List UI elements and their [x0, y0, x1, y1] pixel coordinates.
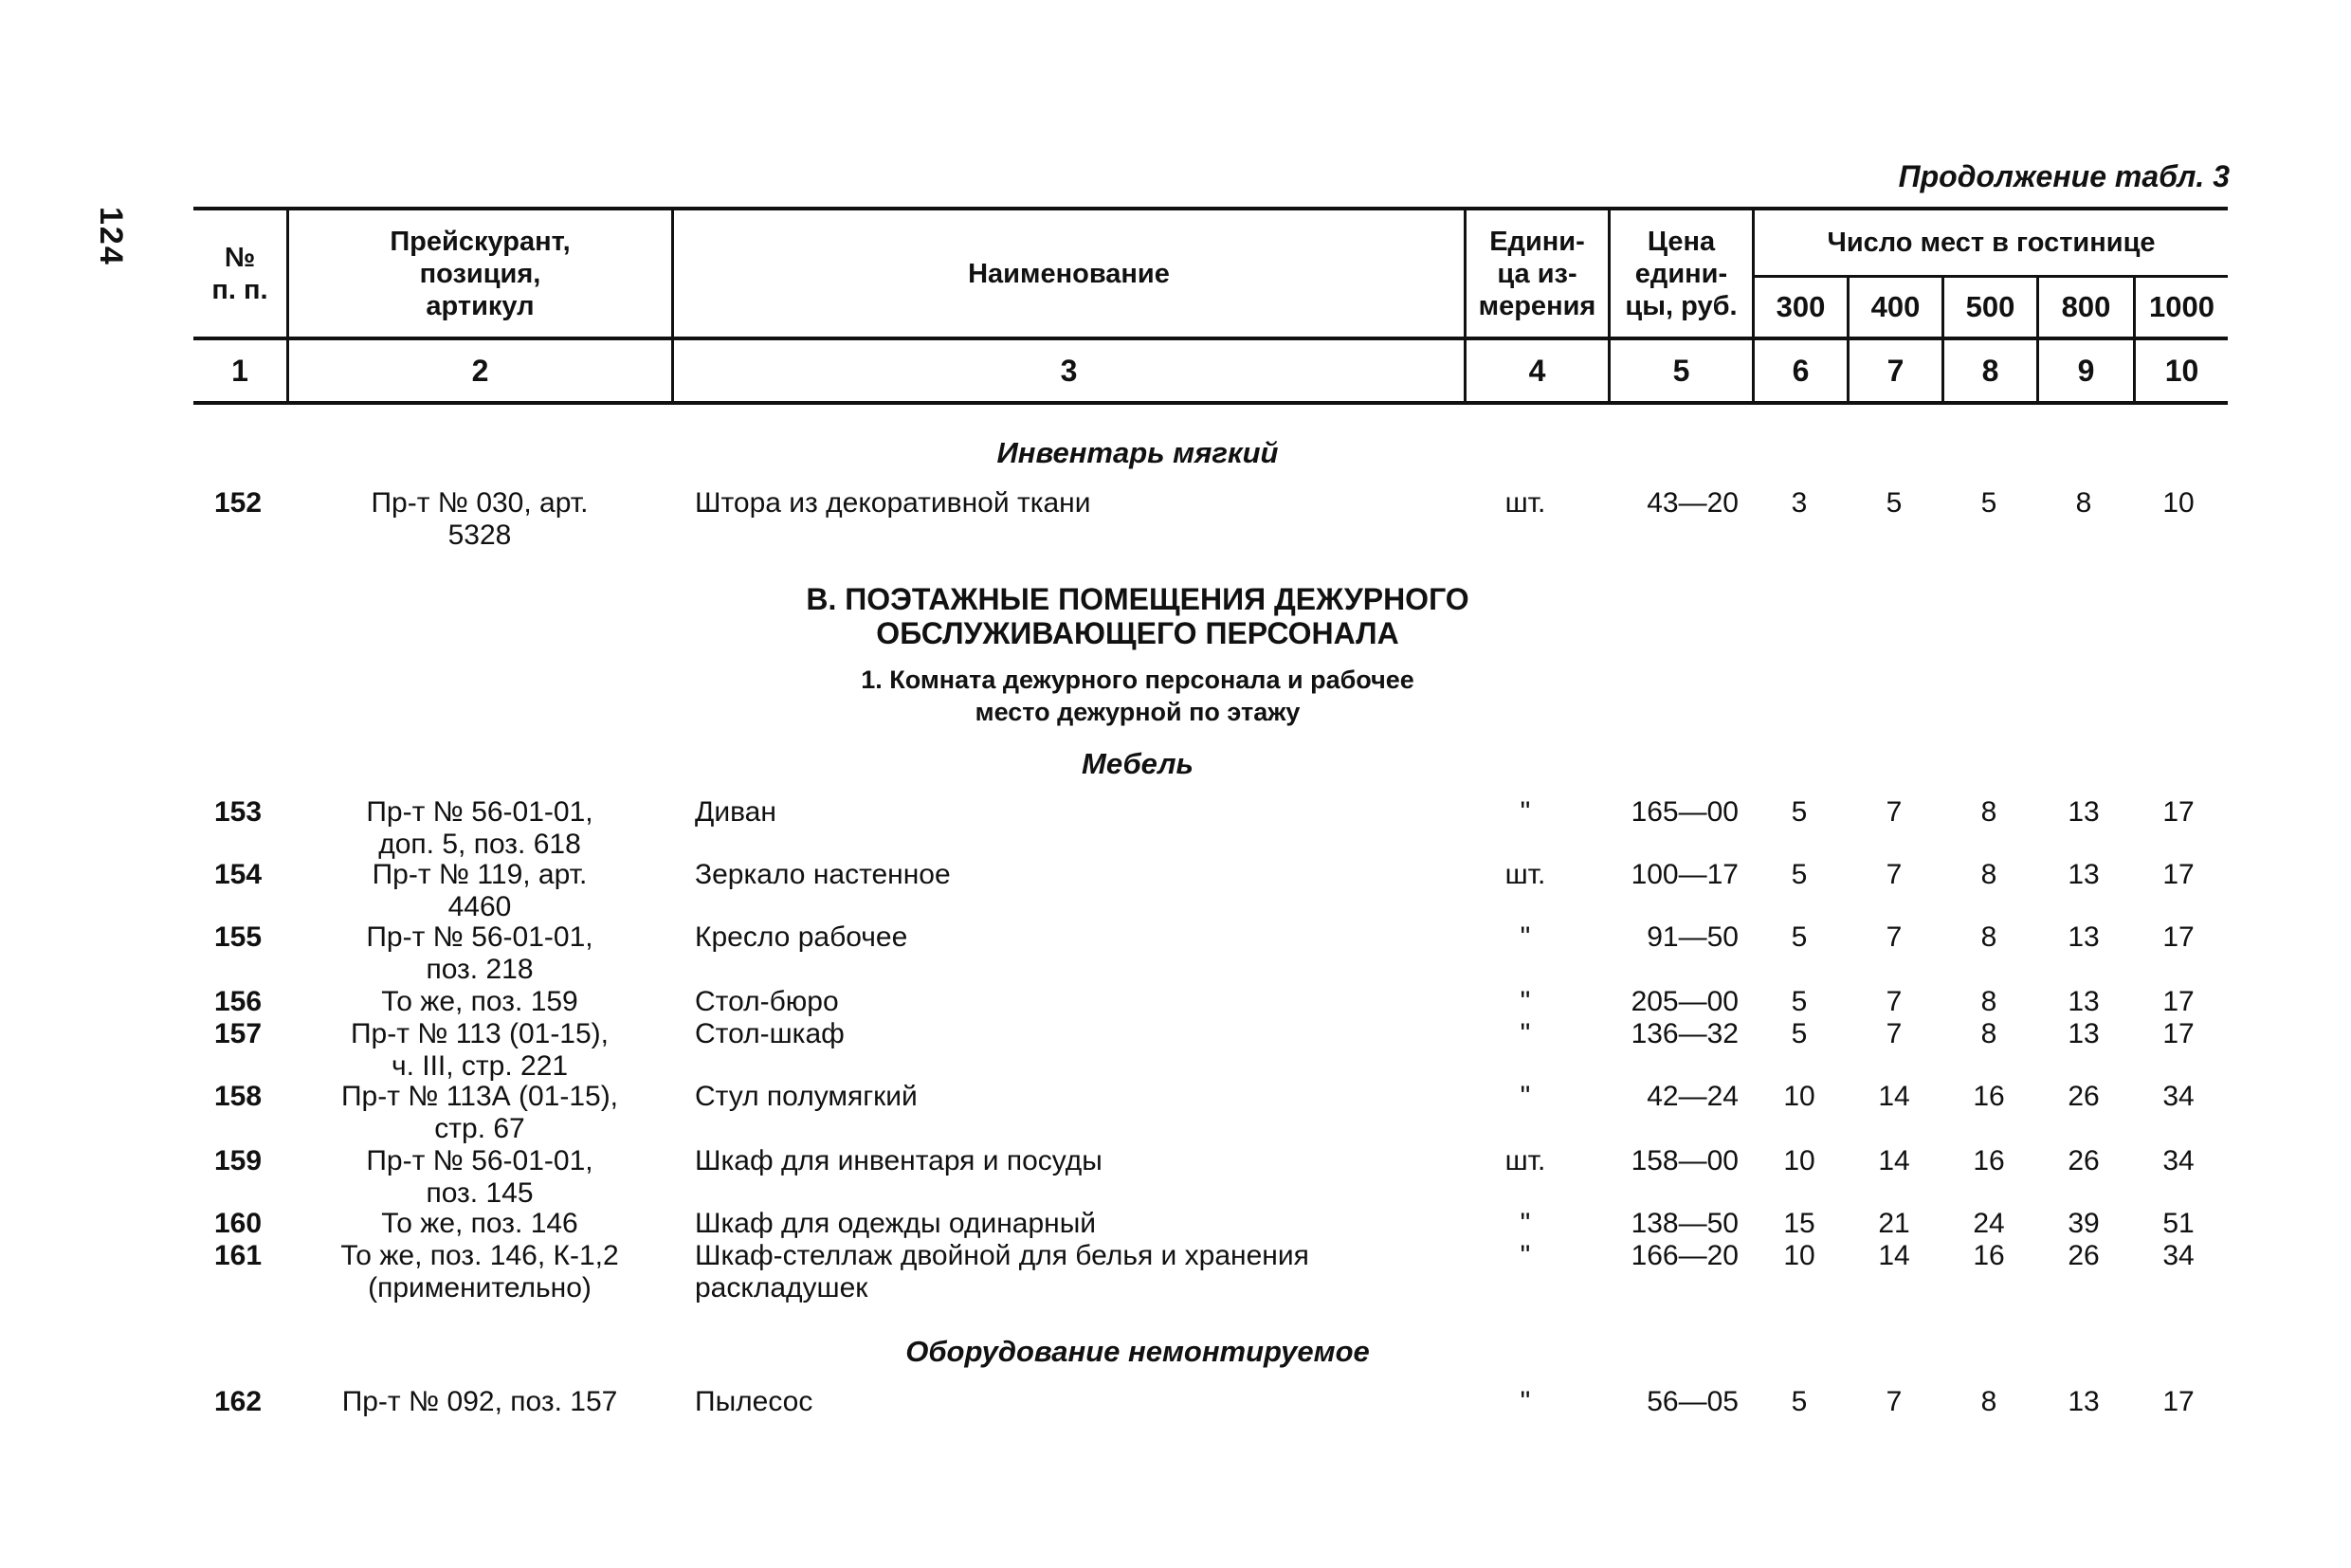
- row-price-list: Пр-т № 56-01-01, поз. 218: [366, 921, 593, 985]
- row-unit-price: 100—17: [1631, 859, 1739, 890]
- row-unit: ": [1520, 796, 1531, 828]
- row-quantity-500: 16: [1973, 1081, 2005, 1112]
- header-places: Число мест в гостинице: [1827, 228, 2156, 258]
- row-number: 157: [213, 1018, 263, 1049]
- row-quantity-1000: 17: [2162, 1018, 2195, 1049]
- header-places-300: 300: [1776, 290, 1826, 323]
- table-continuation-label: Продолжение табл. 3: [1898, 159, 2230, 193]
- row-name: Стол-бюро: [695, 986, 839, 1017]
- row-quantity-500: 5: [1980, 487, 1997, 519]
- row-quantity-800: 26: [2068, 1081, 2100, 1112]
- row-quantity-500: 16: [1973, 1145, 2005, 1176]
- row-name: Стул полумягкий: [695, 1081, 918, 1112]
- row-quantity-1000: 17: [2162, 986, 2195, 1017]
- row-number: 156: [213, 986, 263, 1017]
- row-quantity-300: 5: [1791, 1018, 1808, 1049]
- row-price-list: Пр-т № 56-01-01, доп. 5, поз. 618: [366, 796, 593, 860]
- row-unit: ": [1520, 1081, 1531, 1112]
- header-name: Наименование: [968, 258, 1170, 289]
- header-number: № п. п.: [211, 242, 268, 305]
- row-quantity-400: 7: [1886, 1018, 1903, 1049]
- row-quantity-800: 8: [2075, 487, 2092, 519]
- row-quantity-400: 7: [1886, 986, 1903, 1017]
- row-number: 158: [213, 1081, 263, 1112]
- subsection-heading-1: 1. Комната дежурного персонала и рабочее место дежурной по этажу: [861, 665, 1414, 726]
- row-quantity-1000: 34: [2162, 1240, 2195, 1271]
- row-number: 154: [213, 859, 263, 890]
- row-quantity-300: 10: [1783, 1081, 1815, 1112]
- row-name: Стол-шкаф: [695, 1018, 845, 1049]
- row-quantity-1000: 34: [2162, 1081, 2195, 1112]
- row-quantity-500: 24: [1973, 1208, 2005, 1239]
- row-unit: шт.: [1504, 859, 1546, 890]
- row-quantity-1000: 17: [2162, 796, 2195, 828]
- row-quantity-500: 16: [1973, 1240, 2005, 1271]
- row-unit-price: 136—32: [1631, 1018, 1739, 1049]
- row-quantity-500: 8: [1980, 921, 1997, 953]
- row-quantity-800: 13: [2068, 921, 2100, 953]
- row-quantity-400: 7: [1886, 859, 1903, 890]
- row-quantity-400: 21: [1878, 1208, 1910, 1239]
- header-places-800: 800: [2061, 290, 2111, 323]
- row-number: 160: [213, 1208, 263, 1239]
- page-number: 124: [93, 207, 129, 266]
- row-unit: ": [1520, 1208, 1531, 1239]
- column-number: 2: [471, 353, 489, 388]
- row-unit-price: 158—00: [1631, 1145, 1739, 1176]
- column-number: 3: [1060, 353, 1078, 388]
- row-name: Штора из декоративной ткани: [695, 487, 1091, 519]
- row-unit-price: 56—05: [1647, 1386, 1739, 1417]
- row-quantity-800: 39: [2068, 1208, 2100, 1239]
- row-name: Шкаф для инвентаря и посуды: [695, 1145, 1103, 1176]
- row-unit: шт.: [1504, 487, 1546, 519]
- row-number: 153: [213, 796, 263, 828]
- row-quantity-300: 10: [1783, 1145, 1815, 1176]
- column-number: 8: [1981, 353, 1999, 388]
- row-unit: шт.: [1504, 1145, 1546, 1176]
- header-price-list: Прейскурант, позиция, артикул: [390, 226, 571, 321]
- header-bottom-rule: [193, 401, 2228, 405]
- header-places-1000: 1000: [2149, 290, 2214, 323]
- row-quantity-300: 5: [1791, 859, 1808, 890]
- row-unit-price: 43—20: [1647, 487, 1739, 519]
- row-number: 161: [213, 1240, 263, 1271]
- row-number: 152: [213, 487, 263, 519]
- row-unit-price: 91—50: [1647, 921, 1739, 953]
- row-price-list: То же, поз. 159: [381, 986, 578, 1017]
- row-name: Шкаф-стеллаж двойной для белья и хранения раскладушек: [695, 1240, 1309, 1304]
- row-price-list: То же, поз. 146: [381, 1208, 578, 1239]
- row-quantity-300: 3: [1791, 487, 1808, 519]
- group-heading-equipment: Оборудование немонтируемое: [905, 1335, 1370, 1368]
- row-quantity-500: 8: [1980, 986, 1997, 1017]
- row-unit: ": [1520, 921, 1531, 953]
- row-price-list: Пр-т № 113 (01-15), ч. III, стр. 221: [350, 1018, 610, 1082]
- row-quantity-300: 5: [1791, 1386, 1808, 1417]
- column-number: 4: [1528, 353, 1546, 388]
- row-quantity-1000: 10: [2162, 487, 2195, 519]
- column-number: 7: [1886, 353, 1904, 388]
- row-quantity-1000: 51: [2162, 1208, 2195, 1239]
- row-unit: ": [1520, 1018, 1531, 1049]
- row-name: Зеркало настенное: [695, 859, 951, 890]
- row-name: Шкаф для одежды одинарный: [695, 1208, 1097, 1239]
- group-heading-furniture: Мебель: [1082, 747, 1194, 780]
- row-price-list: Пр-т № 030, арт. 5328: [371, 487, 589, 551]
- row-unit-price: 166—20: [1631, 1240, 1739, 1271]
- column-number: 1: [231, 353, 248, 388]
- row-quantity-400: 7: [1886, 796, 1903, 828]
- row-quantity-400: 14: [1878, 1145, 1910, 1176]
- row-quantity-500: 8: [1980, 796, 1997, 828]
- row-quantity-1000: 17: [2162, 921, 2195, 953]
- row-number: 155: [213, 921, 263, 953]
- column-number: 6: [1792, 353, 1810, 388]
- row-unit: ": [1520, 1240, 1531, 1271]
- row-name: Диван: [695, 796, 776, 828]
- row-quantity-1000: 17: [2162, 859, 2195, 890]
- row-price-list: То же, поз. 146, К-1,2 (применительно): [340, 1240, 619, 1304]
- row-number: 159: [213, 1145, 263, 1176]
- header-places-400: 400: [1870, 290, 1921, 323]
- row-quantity-800: 13: [2068, 859, 2100, 890]
- row-quantity-1000: 17: [2162, 1386, 2195, 1417]
- row-quantity-800: 13: [2068, 986, 2100, 1017]
- row-quantity-500: 8: [1980, 1386, 1997, 1417]
- row-quantity-800: 13: [2068, 1386, 2100, 1417]
- row-unit: ": [1520, 1386, 1531, 1417]
- header-unit: Едини- ца из- мерения: [1478, 226, 1596, 321]
- header-places-500: 500: [1965, 290, 2015, 323]
- row-unit-price: 205—00: [1631, 986, 1739, 1017]
- row-quantity-500: 8: [1980, 859, 1997, 890]
- row-quantity-300: 10: [1783, 1240, 1815, 1271]
- row-quantity-800: 26: [2068, 1145, 2100, 1176]
- row-quantity-300: 5: [1791, 796, 1808, 828]
- row-number: 162: [213, 1386, 263, 1417]
- header-unit-price: Цена едини- цы, руб.: [1625, 226, 1738, 321]
- row-quantity-400: 14: [1878, 1081, 1910, 1112]
- row-unit-price: 165—00: [1631, 796, 1739, 828]
- row-unit: ": [1520, 986, 1531, 1017]
- row-quantity-300: 5: [1791, 921, 1808, 953]
- row-quantity-500: 8: [1980, 1018, 1997, 1049]
- column-number: 5: [1672, 353, 1690, 388]
- row-quantity-1000: 34: [2162, 1145, 2195, 1176]
- row-unit-price: 138—50: [1631, 1208, 1739, 1239]
- row-name: Кресло рабочее: [695, 921, 908, 953]
- row-price-list: Пр-т № 092, поз. 157: [341, 1386, 618, 1417]
- row-price-list: Пр-т № 119, арт. 4460: [372, 859, 588, 922]
- row-quantity-400: 5: [1886, 487, 1903, 519]
- row-quantity-300: 5: [1791, 986, 1808, 1017]
- column-number: 9: [2077, 353, 2095, 388]
- row-price-list: Пр-т № 56-01-01, поз. 145: [366, 1145, 593, 1209]
- section-heading-b: В. ПОЭТАЖНЫЕ ПОМЕЩЕНИЯ ДЕЖУРНОГО ОБСЛУЖИВАЮЩЕГО ПЕРСОНАЛА: [806, 582, 1469, 650]
- row-quantity-300: 15: [1783, 1208, 1815, 1239]
- row-quantity-400: 7: [1886, 1386, 1903, 1417]
- row-quantity-800: 13: [2068, 796, 2100, 828]
- row-price-list: Пр-т № 113А (01-15), стр. 67: [340, 1081, 619, 1144]
- row-name: Пылесос: [695, 1386, 813, 1417]
- row-quantity-800: 13: [2068, 1018, 2100, 1049]
- row-quantity-800: 26: [2068, 1240, 2100, 1271]
- column-number: 10: [2164, 353, 2199, 388]
- row-unit-price: 42—24: [1647, 1081, 1739, 1112]
- row-quantity-400: 7: [1886, 921, 1903, 953]
- row-quantity-400: 14: [1878, 1240, 1910, 1271]
- group-heading-soft-inventory: Инвентарь мягкий: [996, 436, 1279, 469]
